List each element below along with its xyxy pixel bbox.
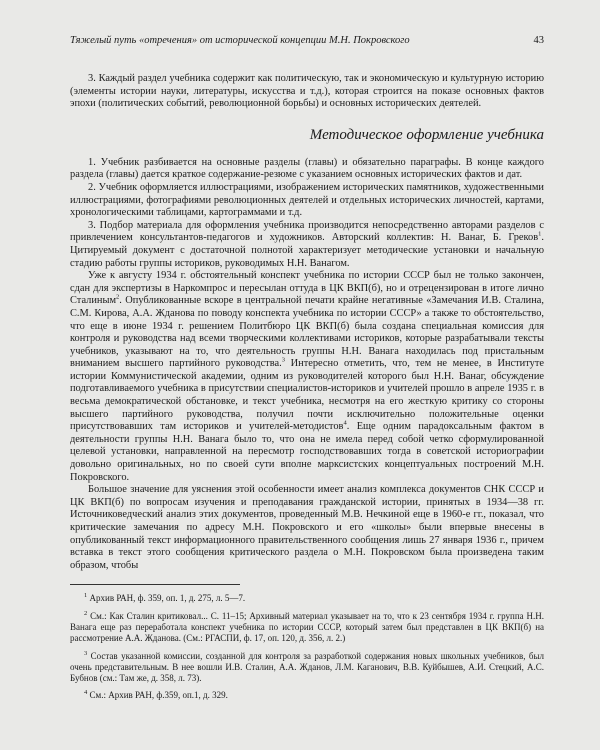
footnote-1-text: Архив РАН, ф. 359, оп. 1, д. 275, л. 5—7. — [89, 593, 246, 604]
list-paragraph-2: 2. Учебник оформляется иллюстрациями, изображением исторических памятников, художественными иллюстрациями, фотографиями революционных деятелей и отдельных исторических личностей, картами, хронологическими таблицами, картограммами и т.д. — [70, 181, 544, 219]
footnote-ref-1[interactable]: 1 — [538, 230, 542, 238]
running-title: Тяжелый путь «отречения» от исторической концепции М.Н. Покровского — [70, 35, 410, 46]
intro-paragraph: 3. Каждый раздел учебника содержит как политическую, так и экономическую и культурную историю (элементы истории науки, литературы, искусства и т.д.), которая строится на показе основных фактов эпохи (политических событий, революционной борьбы) и основных исторических деятелей. — [70, 73, 544, 110]
body-text — [70, 73, 544, 572]
footnote-mark-2: 2 — [84, 609, 88, 617]
page-number: 43 — [533, 35, 544, 46]
footnote-mark-1: 1 — [84, 592, 88, 600]
footnote-3 — [70, 651, 544, 685]
footnote-4 — [70, 690, 544, 701]
list-paragraph-3-tail: Цитируемый документ с достаточной полнотой характеризует методические установки и начальную стадию работы группы историков, руководимых Н.Н. Ванагом. — [70, 244, 544, 269]
footnote-3-text: Состав указанной комиссии, созданной для контроля за разработкой содержания новых школьных учебников, был очень представительным. В нее вошли И.В. Сталин, А.А. Жданов, Л.М. Каганович, В.В. Куйбышев, А.И. Стецкий, А.С. Бубнов (см.: Там же, д. 358, л. 73). — [70, 650, 544, 684]
footnote-2 — [70, 611, 544, 645]
main-paragraph — [70, 270, 544, 484]
main-paragraph-part4: . Еще одним парадоксальным фактом в деятельности группы Н.Н. Ванага было то, что она не имела перед собой четко сформулированной целевой установки, направленной на пересмотр господствовавших тогда в советской историографии довольно оригинальных, но по своей сути вполне марксистских концептуальных построений М.Н. Покровского. — [70, 421, 545, 483]
footnote-1 — [70, 593, 544, 604]
footnote-mark-4: 4 — [84, 689, 88, 697]
footnote-4-text: См.: Архив РАН, ф.359, оп.1, д. 329. — [89, 690, 228, 701]
footnote-ref-2[interactable]: 2 — [116, 293, 120, 301]
main-paragraph-part3: Интересно отметить, что, тем не менее, в Институте истории Коммунистической академии, одним из руководителей которого был Н.Н. Ванаг, обсуждение подготавливаемого учебника в присутствии специалистов-историков и учителей прошло в апреле 1935 г. в весьма демократической обстановке, и текст учебника, несмотря на его жесткую критику со стороны высшего партийного руководства, получил почти исключительно положительные оценки присутствовавших там историков и учителей-методистов — [70, 358, 544, 433]
footnotes — [70, 584, 544, 701]
running-head — [70, 34, 544, 47]
footnote-mark-3: 3 — [84, 649, 88, 657]
footnote-ref-4[interactable]: 4 — [343, 419, 347, 427]
closing-paragraph: Большое значение для уяснения этой особенности имеет анализ комплекса документов СНК СССР и ЦК ВКП(б) по вопросам изучения и преподавания гражданской истории, принятых в 1934—38 гг. Источниковедческий анализ этих документов, проведенный М.В. Нечкиной еще в 1960-е гг., показал, что критические замечания по адресу М.Н. Покровского и его «школы» были впервые внесены в опубликованный текст информационного правительственного сообщения лишь 27 января 1936 г., причем вставка в текст этого сообщения критического раздела о М.Н. Покровском была произведена таким образом, чтобы — [70, 484, 544, 571]
list-paragraph-3: 3. Подбор материала для оформления учебника производится непосредственно авторами разделов с привлечением консультантов-педагогов и художников. Авторский коллектив: Н. Ванаг, Б. Греков$^1$. Цитируемый документ с достаточной полнотой характеризует методические установки и начальную стадию работы группы историков, руководимых Н.Н. Ванагом. — [70, 219, 544, 269]
footnote-ref-3[interactable]: 3 — [281, 356, 285, 364]
main-paragraph-part2: . Опубликованные вскоре в центральной печати крайне негативные «Замечания И.В. Сталина, С.М. Кирова, А.А. Жданова по поводу конспекта учебника по истории СССР» а также то обстоятельство, что еще в июне 1934 г. решением Политбюро ЦК ВКП(б) была создана специальная комиссия для контроля и руководства над всеми творческими коллективами историков, которые разрабатывали тексты учебников, указывают на то, что деятельность группы Н.Н. Ванага находилась под пристальным вниманием высшего партийного руководства. — [70, 295, 544, 370]
footnote-rule — [70, 584, 240, 585]
list-paragraph-3-text: 3. Подбор материала для оформления учебника производится непосредственно авторами разделов с привлечением консультантов-педагогов и художников. Авторский коллектив: Н. Ванаг, Б. Греков — [70, 219, 544, 244]
main-paragraph-part1: Уже к августу 1934 г. обстоятельный конспект учебника по истории СССР был не только закончен, сдан для экспертизы в Наркомпрос и пересылан оттуда в ЦК ВКП(б), но и отрецензирован в итоге лично Сталиным — [70, 270, 544, 307]
section-title: Методическое оформление учебника — [309, 126, 544, 143]
list-paragraph-1: 1. Учебник разбивается на основные разделы (главы) и обязательно параграфы. В конце каждого раздела (главы) дается краткое содержание-резюме с указанием основных исторических фактов и дат. — [70, 156, 544, 181]
footnote-2-text: См.: Как Сталин критиковал... С. 11–15; Архивный материал указывает на то, что к 23 сентября 1934 г. группа Н.Н. Ванага еще раз переработала конспект учебника по истории СССР, который затем был представлен в ЦК ВКП(б) на рассмотрение А.А. Жданова. (См.: РГАСПИ, ф. 17, оп. 120, д. 356, л. 2.) — [70, 610, 544, 644]
